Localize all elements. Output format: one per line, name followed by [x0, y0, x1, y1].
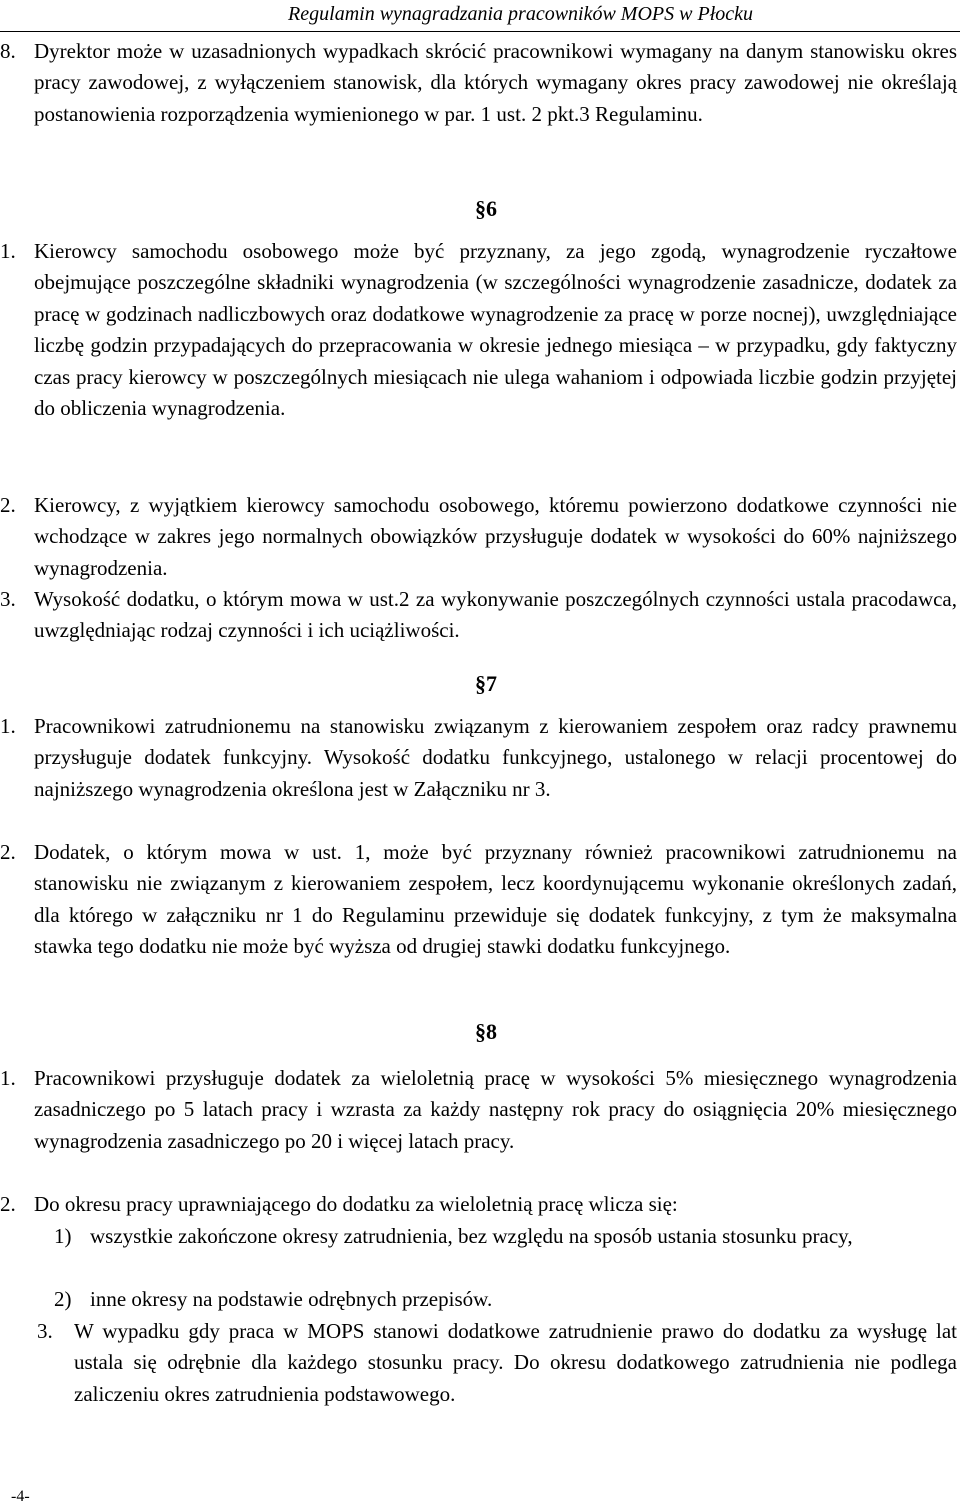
section-heading-7: §7	[475, 671, 497, 696]
section-heading-6: §6	[475, 196, 497, 221]
section7-item-2	[0, 837, 957, 963]
item-text: Kierowcy samochodu osobowego może być przyznany, za jego zgodą, wynagrodzenie ryczałtowe obejmujące poszczególne składniki wynagrodzenia (w szczególności wynagrodzenie zasadnicze, dodatek za pracę w godzinach nadliczbowych oraz dodatkowe wynagrodzenie za pracę w porze nocnej), uwzględniające liczbę godzin przypadających do przepracowania w okresie jednego miesiąca – w przypadku, gdy faktyczny czas pracy kierowcy w poszczególnych miesiącach nie ulega wahaniom i odpowiada liczbie godzin przyjętej do obliczenia wynagrodzenia.	[34, 239, 957, 421]
page-number: -4-	[11, 1488, 30, 1505]
item-text: W wypadku gdy praca w MOPS stanowi dodatkowe zatrudnienie prawo do dodatku za wysługę lat ustala się odrębnie dla każdego stosunku pracy. Do okresu dodatkowego zatrudnienia nie podlega zaliczeniu okres zatrudnienia podstawowego.	[74, 1319, 957, 1406]
paragraph-8	[0, 36, 957, 130]
item-number: 2.	[0, 840, 16, 864]
section-heading-8: §8	[475, 1019, 497, 1044]
subitem-number: 2)	[54, 1287, 72, 1311]
item-number: 1.	[0, 1066, 16, 1090]
item-text: Do okresu pracy uprawniającego do dodatku za wieloletnią pracę wlicza się:	[34, 1192, 678, 1216]
section8-item-2	[0, 1189, 957, 1220]
header-rule	[0, 31, 960, 32]
item-number: 3.	[37, 1319, 53, 1343]
section8-item-1	[0, 1063, 957, 1157]
section6-item-2	[0, 490, 957, 584]
item-number: 3.	[0, 587, 16, 611]
item-text: Wysokość dodatku, o którym mowa w ust.2 za wykonywanie poszczególnych czynności ustala pracodawca, uwzględniając rodzaj czynności i ich uciążliwości.	[34, 587, 957, 643]
subitem-text: wszystkie zakończone okresy zatrudnienia, bez względu na sposób ustania stosunku pracy,	[90, 1224, 853, 1248]
section8-item-3	[37, 1316, 957, 1410]
item-text: Pracownikowi zatrudnionemu na stanowisku związanym z kierowaniem zespołem oraz radcy prawnemu przysługuje dodatek funkcyjny. Wysokość dodatku funkcyjnego, ustalonego w relacji procentowej do najniższego wynagrodzenia określona jest w Załączniku nr 3.	[34, 714, 957, 801]
section8-subitem-1	[54, 1221, 957, 1252]
item-text: Kierowcy, z wyjątkiem kierowcy samochodu osobowego, któremu powierzono dodatkowe czynności nie wchodzące w zakres jego normalnych obowiązków przysługuje dodatek w wysokości do 60% najniższego wynagrodzenia.	[34, 493, 957, 580]
item-text: Pracownikowi przysługuje dodatek za wieloletnią pracę w wysokości 5% miesięcznego wynagrodzenia zasadniczego po 5 latach pracy i wzrasta za każdy następny rok pracy do osiągnięcia 20% miesięcznego wynagrodzenia zasadniczego po 20 i więcej latach pracy.	[34, 1066, 957, 1153]
item-number: 2.	[0, 1192, 16, 1216]
section6-item-1	[0, 236, 957, 424]
section8-subitem-2	[54, 1284, 957, 1315]
subitem-number: 1)	[54, 1224, 72, 1248]
item-text: Dodatek, o którym mowa w ust. 1, może być przyznany również pracownikowi zatrudnionemu na stanowisku nie związanym z kierowaniem zespołem, lecz koordynującemu wykonanie określonych zadań, dla którego w załączniku nr 1 do Regulaminu przewiduje się dodatek funkcyjny, z tym że maksymalna stawka tego dodatku nie może być wyższa od drugiej stawki dodatku funkcyjnego.	[34, 840, 957, 959]
section6-item-3	[0, 584, 957, 647]
item-number: 1.	[0, 714, 16, 738]
item-number: 2.	[0, 493, 16, 517]
item-number: 1.	[0, 239, 16, 263]
header-title: Regulamin wynagradzania pracowników MOPS w Płocku	[288, 3, 753, 25]
section7-item-1	[0, 711, 957, 805]
subitem-text: inne okresy na podstawie odrębnych przepisów.	[90, 1287, 493, 1311]
paragraph-number: 8.	[0, 39, 16, 63]
paragraph-text: Dyrektor może w uzasadnionych wypadkach skrócić pracownikowi wymagany na danym stanowisku okres pracy zawodowej, z wyłączeniem stanowisk, dla których wymagany okres pracy zawodowej nie określają postanowienia rozporządzenia wymienionego w par. 1 ust. 2 pkt.3 Regulaminu.	[34, 39, 957, 126]
page-header	[0, 0, 960, 34]
